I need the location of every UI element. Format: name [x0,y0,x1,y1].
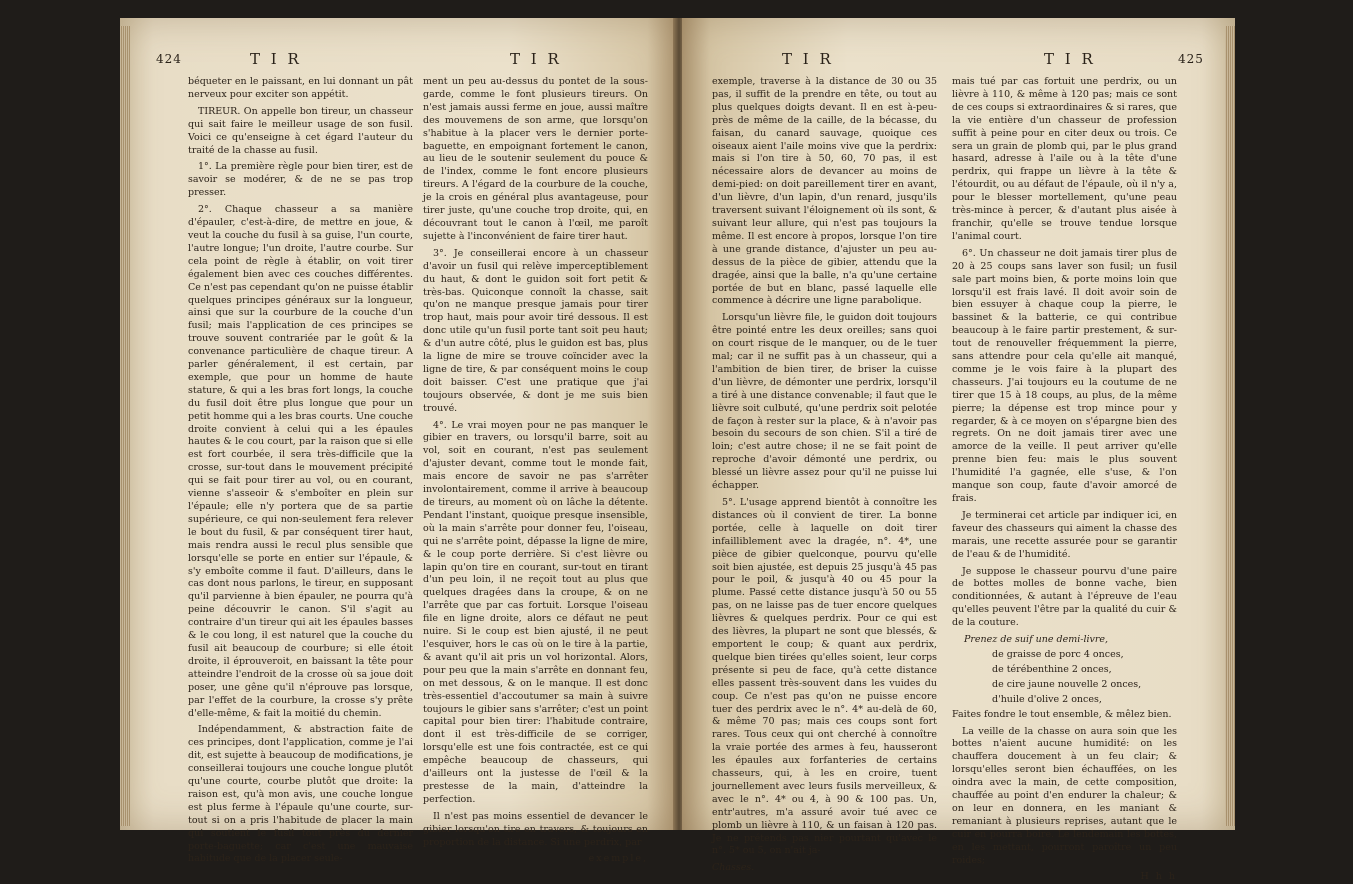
paragraph: ment un peu au-dessus du pontet de la sous-garde, comme le font plusieurs tireurs. On n'est jamais aussi ferme en joue, aussi maître des mouvemens de son arme, que lorsqu'on s'habitue à la placer vers le dernier porte-baguette, en empoignant fortement le canon, au lieu de le soutenir seulement du pouce & de l'index, comme le font encore plusieurs tireurs. A l'égard de la courbure de la couche, je la crois en général plus avantageuse, pour tirer juste, qu'une couche trop droite, qui, en découvrant tout le canon à l'œil, me paroît sujette à l'inconvénient de faire tirer haut. [423,76,648,242]
recipe-line: Prenez de suif une demi-livre, [964,634,1109,646]
left-page-column-2 [423,76,648,866]
book-spread [120,18,1235,883]
paragraph: Indépendamment, & abstraction faite de ces principes, dont l'application, comme je l'ai dit, est sujette à beaucoup de modifications, je conseillerai toujours une couche longue plutôt qu'une courte, courbe plutôt que droite: la raison est, qu'à mon avis, une couche longue est plus ferme à l'épaule qu'une courte, sur-tout si on a pris l'habitude de placer la main qui soutient le fusil tout près du dernier porte-baguette; car c'est une mauvaise habitude que de la placer seule- [188,724,413,865]
page-number-left: 424 [156,52,182,66]
right-page-column-1 [712,76,937,875]
page-edges-right [1225,26,1235,826]
paragraph: Il n'est pas moins essentiel de devancer le gibier lorsqu'on tire en travers, & toujours en proportion de la distance. Si une perdrix, par [423,810,648,848]
paragraph: Je terminerai cet article par indiquer ici, en faveur des chasseurs qui aiment la chasse des marais, une recette assurée pour se garantir de l'eau & de l'humidité. [952,509,1177,560]
catchword-left: exemple, [588,853,648,865]
paragraph: Lorsqu'un lièvre file, le guidon doit toujours être pointé entre les deux oreilles; sans quoi on court risque de le manquer, ou de le tuer mal; car il ne suffit pas à un chasseur, qui a l'ambition de bien tirer, de briser la cuisse d'un lièvre, de démonter une perdrix, lorsqu'il a tiré à une distance convenable; il faut que le lièvre soit culbuté, qu'une perdrix soit pelotée de façon à rester sur la place, & à n'avoir pas besoin du secours de son chien. S'il a tiré de loin; c'est autre chose; il ne se fait point de reproche d'avoir démonté une perdrix, ou blessé un lièvre assez pour qu'il ne puisse lui échapper. [712,312,937,492]
running-header-right-1: T I R [782,50,834,68]
catchword-right: H h h [1140,871,1177,883]
running-header-right-2: T I R [1044,50,1096,68]
paragraph: 1°. La première règle pour bien tirer, est de savoir se modérer, & de ne se pas trop presser. [188,161,413,199]
paragraph: exemple, traverse à la distance de 30 ou 35 pas, il suffit de la prendre en tête, ou tout au plus quelques doigts devant. Il en est à-peu-près de même de la caille, de la bécasse, du faisan, du canard sauvage, quoique ces oiseaux aient l'aile moins vive que la perdrix: mais si l'on tire à 50, 60, 70 pas, il est nécessaire alors de devancer au moins de demi-pied: on doit pareillement tirer en avant, d'un lièvre, d'un lapin, d'un renard, jusqu'ils traversent suivant l'éloignement où ils sont, & suivant leur allure, qui n'est pas toujours la même. Il est encore à propos, lorsque l'on tire à une grande distance, d'ajuster un peu au-dessus de la pièce de gibier, attendu que la dragée, ainsi que la balle, n'a qu'une certaine portée de but en blanc, passé laquelle elle commence à décrire une ligne parabolique. [712,76,937,307]
paragraph: 6°. Un chasseur ne doit jamais tirer plus de 20 à 25 coups sans laver son fusil; un fusil sale part moins bien, & porte moins loin que lorsqu'il est frais lavé. Il doit avoir soin de bien essuyer à chaque coup la pierre, le bassinet & la batterie, ce qui contribue beaucoup à le faire partir prestement, & sur-tout de renouveller fréquemment la pierre, sans attendre pour cela qu'elle ait manqué, comme je le vois faire à la plupart des chasseurs. J'ai toujours eu la coutume de ne tirer que 15 à 18 coups, au plus, de la même pierre; la dépense est trop mince pour y regarder, & à ce moyen on s'épargne bien des regrets. On ne doit jamais tirer avec une amorce de la veille. Il peut arriver qu'elle prenne bien feu: mais le plus souvent l'humidité l'a gagnée, elle s'use, & l'on manque son coup, faute d'avoir amorcé de frais. [952,247,1177,504]
running-header-left-2: T I R [510,50,562,68]
page-edges-left [120,26,130,826]
paragraph: 2°. Chaque chasseur a sa manière d'épauler, c'est-à-dire, de mettre en joue, & veut la couche du fusil à sa guise, l'un courte, l'autre longue; l'un droite, l'autre courbe. Sur cela point de règle à établir, on voit tirer également bien avec ces couches différentes. Ce n'est pas cependant qu'on ne puisse établir quelques principes généraux sur la longueur, ainsi que sur la courbure de la couche d'un fusil; mais l'application de ces principes se trouve souvent contrariée par le goût & la convenance particulière de chaque tireur. A parler généralement, il est certain, par exemple, que pour un homme de haute stature, & qui a les bras fort longs, la couche du fusil doit être plus longue que pour un petit homme qui a les bras courts. Une couche droite convient à celui qui a les épaules hautes & le cou court, par la raison que si elle est fort courbée, il sera très-difficile que la crosse, sur-tout dans le mouvement précipité qui se fait pour tirer au vol, ou en courant, vienne s'asseoir & s'emboîter en plein sur l'épaule; elle n'y portera que de sa partie supérieure, ce qui non-seulement fera relever le bout du fusil, & par conséquent tirer haut, mais rendra aussi le recul plus sensible que lorsqu'elle se porte en entier sur l'épaule, & s'y emboîte comme il faut. D'ailleurs, dans le cas dont nous parlons, le tireur, en supposant qu'il parvienne à bien épauler, ne pourra qu'à peine découvrir le canon. S'il s'agit au contraire d'un tireur qui ait les épaules basses & le cou long, il est naturel que la couche du fusil ait beaucoup de courbure; si elle étoit droite, il éprouveroit, en baissant la tête pour atteindre l'endroit de la crosse où sa joue doit poser, une gêne qu'il n'éprouve pas lorsque, par l'effet de la courbure, la crosse s'y prête d'elle-même, & fait la moitié du chemin. [188,204,413,719]
signature-mark: Chasses. [712,862,755,874]
paragraph: 5°. L'usage apprend bientôt à connoître les distances où il convient de tirer. La bonne portée, celle à laquelle on doit tirer infailliblement avec la dragée, n°. 4*, une pièce de gibier quelconque, pourvu qu'elle soit bien ajustée, est depuis 25 jusqu'à 45 pas pour le poil, & jusqu'à 40 ou 45 pour la plume. Passé cette distance jusqu'à 50 ou 55 pas, on ne laisse pas de tuer encore quelques lièvres & quelques perdrix. Pour ce qui est des lièvres, la plupart ne sont que blessés, & emportent le coup; & quant aux perdrix, quelque bien tirées qu'elles soient, leur corps présente si peu de face, qu'à cette distance elles passent très-souvent dans les vuides du coup. Ce n'est pas qu'on ne puisse encore tuer des perdrix avec le n°. 4* au-delà de 60, & même 70 pas; mais ces coups sont fort rares. Tous ceux qui ont cherché à connoître la vraie portée des armes à feu, hausseront les épaules aux forfanteries de certains chasseurs, qui, à les en croire, tuent journellement avec leurs fusils merveilleux, & avec le n°. 4* ou 4, à 90 & 100 pas. Un, entr'autres, m'a assuré avoir tué avec ce plomb un lièvre à 110, & un faisan à 120 pas. Je ne prétends pas nier pourtant qu'avec le n°. 5* ou 5, on n'ait ja- [712,497,937,857]
recipe-line: de térébenthine 2 onces, [992,663,1112,675]
recipe-line: d'huile d'olive 2 onces, [992,693,1102,705]
paragraph: TIREUR. On appelle bon tireur, un chasseur qui sait faire le meilleur usage de son fusil. Voici ce qu'enseigne à cet égard l'auteur du traité de la chasse au fusil. [188,105,413,156]
recipe-line: de graisse de porc 4 onces, [992,648,1124,660]
paragraph: béqueter en le paissant, en lui donnant un pât nerveux pour exciter son appétit. [188,76,413,100]
right-page [682,18,1235,883]
running-header-left-1: T I R [250,50,302,68]
paragraph: mais tué par cas fortuit une perdrix, ou un lièvre à 110, & même à 120 pas; mais ce sont de ces coups si extraordinaires & si rares, que la vie entière d'un chasseur de profession suffit à peine pour en citer deux ou trois. Ce sera un grain de plomb qui, par le plus grand hasard, adresse à l'aile ou à la tête d'une perdrix, qui frappe un lièvre à la tête & l'étourdit, ou au défaut de l'épaule, où il n'y a, pour le blesser mortellement, qu'une peau très-mince à percer, & d'autant plus aisée à franchir, qu'elle se trouve tendue lorsque l'animal court. [952,76,1177,242]
recipe-line: de cire jaune nouvelle 2 onces, [992,678,1142,690]
right-page-column-2 [952,76,1177,884]
paragraph: 3°. Je conseillerai encore à un chasseur d'avoir un fusil qui relève imperceptiblement du haut, & dont le guidon soit fort petit & très-bas. Quiconque connoît la chasse, sait qu'on ne manque presque jamais pour tirer trop haut, mais pour avoir tiré dessous. Il est donc utile qu'un fusil porte tant soit peu haut; & d'un autre côté, plus le guidon est bas, plus la ligne de mire se trouve coïncider avec la ligne de tire, & par conséquent moins le coup doit baisser. C'est une pratique que j'ai toujours observée, & dont je me suis bien trouvé. [423,247,648,414]
page-number-right: 425 [1178,52,1204,66]
left-page-column-1 [188,76,413,870]
paragraph: Faites fondre le tout ensemble, & mêlez bien. [952,708,1172,720]
paragraph: Je suppose le chasseur pourvu d'une paire de bottes molles de bonne vache, bien conditionnées, & autant à l'épreuve de l'eau qu'elles peuvent l'être par la qualité du cuir & de la couture. [952,565,1177,629]
paragraph: La veille de la chasse on aura soin que les bottes n'aient aucune humidité: on les chauffera doucement à un feu clair; & lorsqu'elles seront bien échauffées, on les oindra avec la main, de cette composition, chauffée au point d'en endurer la chaleur; & on leur en donnera, en les maniant & remaniant à plusieurs reprises, autant que le cuir en pourra boire. Le lendemain les bottes, en les mettant, pourront paroître un peu roides; [952,725,1177,866]
paragraph: 4°. Le vrai moyen pour ne pas manquer le gibier en travers, ou lorsqu'il barre, soit au vol, soit en courant, n'est pas seulement d'ajuster devant, comme tout le monde fait, mais encore de savoir ne pas s'arrêter involontairement, comme il arrive à beaucoup de tireurs, au moment où on lâche la détente. Pendant l'instant, quoique presque insensible, où la main s'arrête pour donner feu, l'oiseau, qui ne s'arrête point, dépasse la ligne de mire, & le coup porte derrière. Si c'est lièvre ou lapin qu'on tire en courant, sur-tout en tirant d'un peu loin, il ne reçoit tout au plus que quelques dragées dans la croupe, & on ne l'arrête que par cas fortuit. Lorsque l'oiseau file en ligne droite, alors ce défaut ne peut nuire. Si le coup est bien ajusté, il ne peut l'esquiver, hors le cas où on le tire à la partie, & avant qu'il ait pris un vol horizontal. Alors, pour peu que la main s'arrête en donnant feu, on met dessous, & on le manque. Il est donc très-essentiel d'accoutumer sa main à suivre toujours le gibier sans s'arrêter; c'est un point capital pour bien tirer: l'habitude contraire, dont il est très-difficile de se corriger, lorsqu'elle est une fois contractée, est ce qui empêche beaucoup de chasseurs, qui d'ailleurs ont la justesse de l'œil & la prestesse de la main, d'atteindre la perfection. [423,419,648,805]
left-page [120,18,675,865]
